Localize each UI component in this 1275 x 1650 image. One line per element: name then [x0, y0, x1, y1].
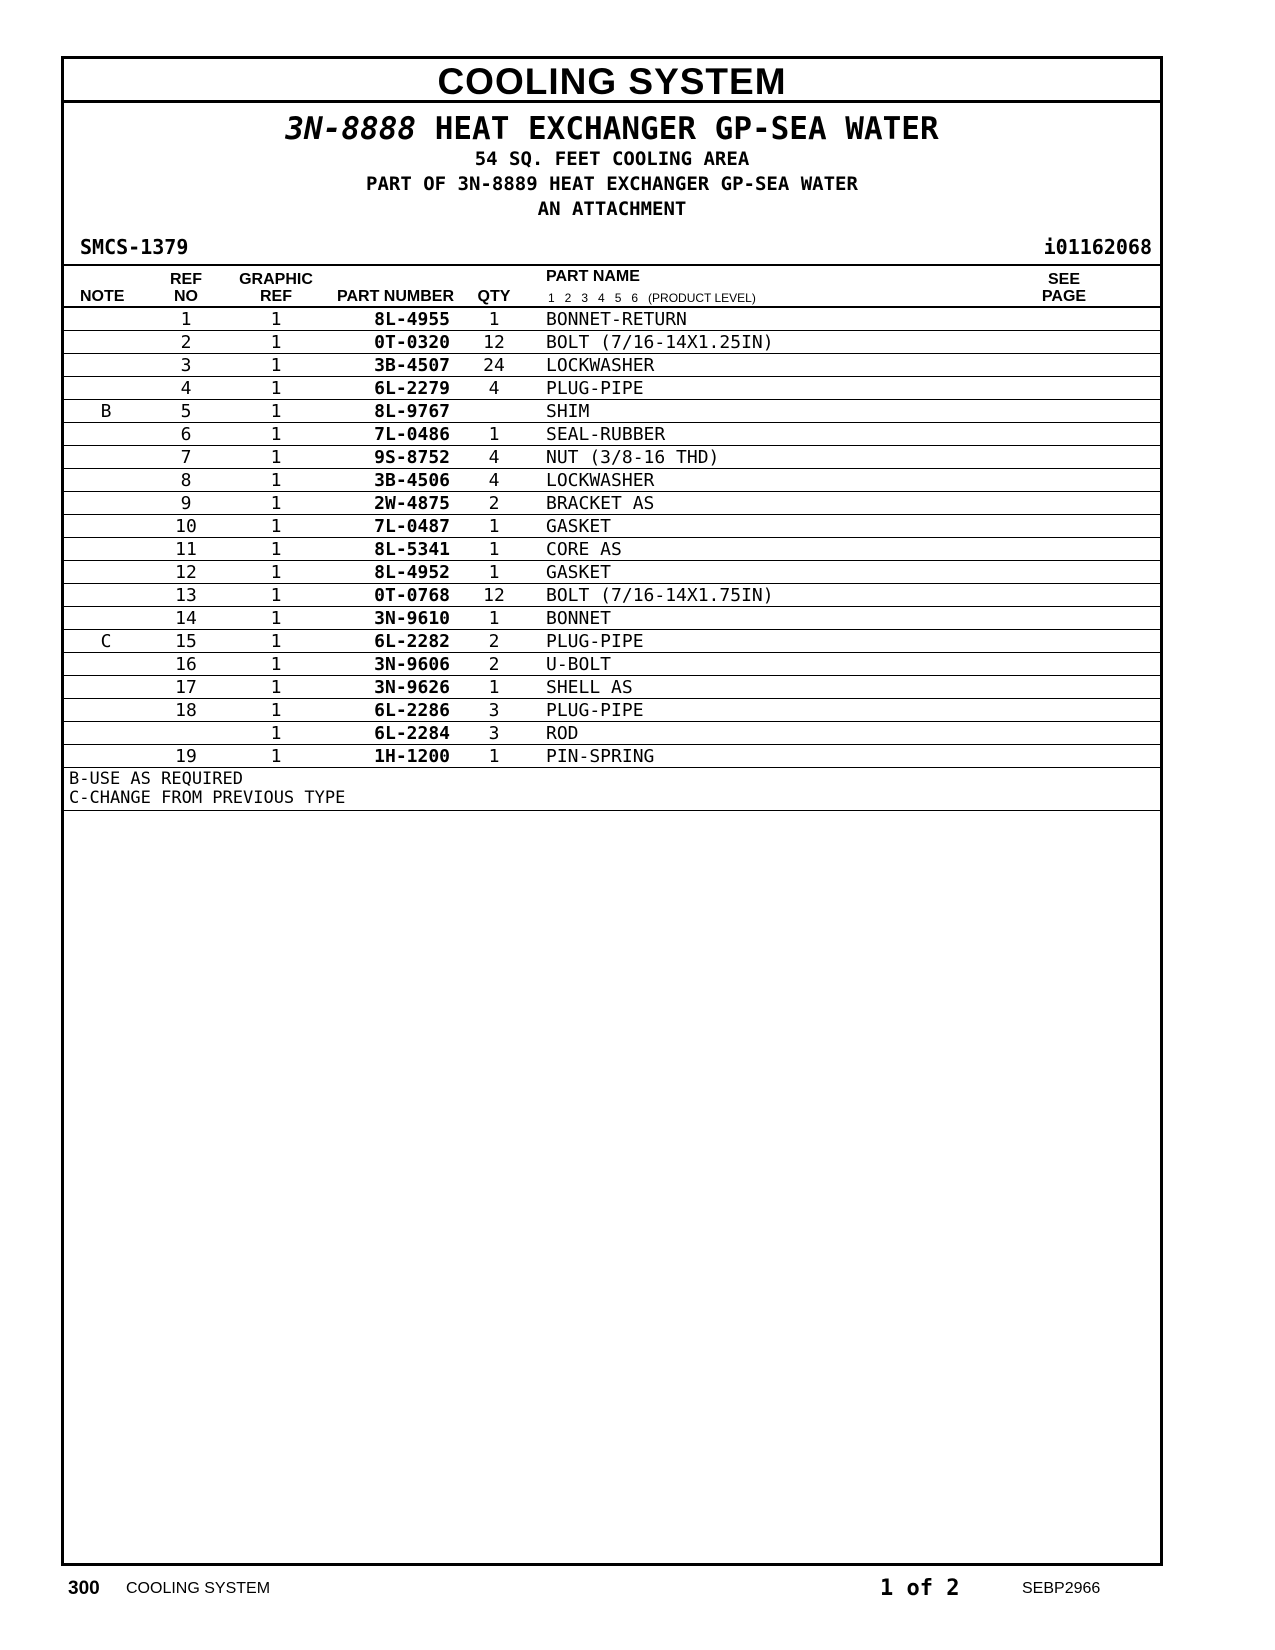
cell-part-name: SEAL-RUBBER: [546, 424, 666, 445]
cell-qty: 2: [488, 631, 500, 652]
group-title: [64, 111, 1160, 147]
col-see-top: SEE: [1047, 271, 1080, 288]
cell-part-name: PLUG-PIPE: [546, 700, 644, 721]
note-line: B-USE AS REQUIRED: [69, 769, 243, 789]
col-part-name: PART NAME: [546, 268, 640, 285]
cell-qty: 2: [488, 493, 500, 514]
cell-part-name: ROD: [546, 723, 579, 744]
cell-part-number: 1H-1200: [374, 746, 450, 767]
cell-note: B: [100, 401, 112, 422]
table-row: [64, 561, 1160, 584]
smcs-row: [64, 232, 1160, 266]
table-row: [64, 377, 1160, 400]
table-row: [64, 630, 1160, 653]
cell-graphic-ref: 1: [270, 424, 282, 445]
cell-graphic-ref: 1: [270, 539, 282, 560]
cell-part-name: BONNET: [546, 608, 612, 629]
cell-qty: 3: [488, 700, 500, 721]
cell-part-name: BONNET-RETURN: [546, 309, 687, 330]
cell-part-number: 3N-9610: [374, 608, 450, 629]
cell-graphic-ref: 1: [270, 378, 282, 399]
cell-part-number: 0T-0320: [374, 332, 450, 353]
cell-part-name: PLUG-PIPE: [546, 631, 644, 652]
table-row: [64, 676, 1160, 699]
cell-ref-no: 8: [180, 470, 192, 491]
cell-graphic-ref: 1: [270, 516, 282, 537]
cell-ref-no: 13: [175, 585, 197, 606]
cell-qty: 1: [488, 562, 500, 583]
group-subtitle-2: PART OF 3N-8889 HEAT EXCHANGER GP-SEA WATER: [366, 173, 858, 195]
cell-part-number: 6L-2286: [374, 700, 450, 721]
cell-part-number: 3B-4507: [374, 355, 450, 376]
cell-ref-no: 6: [180, 424, 192, 445]
cell-graphic-ref: 1: [270, 677, 282, 698]
table-row: [64, 469, 1160, 492]
cell-part-name: PLUG-PIPE: [546, 378, 644, 399]
cell-part-name: GASKET: [546, 516, 612, 537]
column-header: [64, 266, 1160, 308]
col-graphic-bottom: REF: [260, 288, 292, 305]
cell-graphic-ref: 1: [270, 585, 282, 606]
cell-part-name: BOLT (7/16-14X1.25IN): [546, 332, 774, 353]
col-ref-top: REF: [170, 271, 202, 288]
page-frame: [61, 56, 1163, 1566]
parts-table: [64, 308, 1160, 768]
cell-part-number: 3N-9606: [374, 654, 450, 675]
cell-ref-no: 18: [175, 700, 197, 721]
cell-ref-no: 5: [180, 401, 192, 422]
table-row: [64, 515, 1160, 538]
cell-part-number: 8L-5341: [374, 539, 450, 560]
cell-part-number: 8L-4952: [374, 562, 450, 583]
table-row: [64, 699, 1160, 722]
cell-ref-no: 15: [175, 631, 197, 652]
cell-part-name: LOCKWASHER: [546, 355, 655, 376]
cell-ref-no: 19: [175, 746, 197, 767]
cell-graphic-ref: 1: [270, 355, 282, 376]
cell-graphic-ref: 1: [270, 493, 282, 514]
cell-ref-no: 1: [180, 309, 192, 330]
cell-part-name: BOLT (7/16-14X1.75IN): [546, 585, 774, 606]
cell-part-name: CORE AS: [546, 539, 622, 560]
group-subtitle-1: 54 SQ. FEET COOLING AREA: [474, 148, 750, 170]
cell-qty: 1: [488, 539, 500, 560]
cell-part-number: 8L-4955: [374, 309, 450, 330]
cell-ref-no: 9: [180, 493, 192, 514]
smcs-code: SMCS-1379: [80, 235, 189, 259]
cell-graphic-ref: 1: [270, 562, 282, 583]
cell-qty: 4: [488, 447, 500, 468]
cell-graphic-ref: 1: [270, 746, 282, 767]
note-line: C-CHANGE FROM PREVIOUS TYPE: [69, 788, 346, 808]
cell-ref-no: 11: [175, 539, 197, 560]
cell-part-name: BRACKET AS: [546, 493, 655, 514]
cell-ref-no: 7: [180, 447, 192, 468]
cell-qty: 4: [488, 470, 500, 491]
col-see-bottom: PAGE: [1041, 288, 1087, 305]
cell-part-name: NUT (3/8-16 THD): [546, 447, 720, 468]
cell-qty: 2: [488, 654, 500, 675]
col-ref-bottom: NO: [174, 288, 198, 305]
cell-part-number: 3B-4506: [374, 470, 450, 491]
cell-part-number: 0T-0768: [374, 585, 450, 606]
table-row: [64, 446, 1160, 469]
cell-graphic-ref: 1: [270, 654, 282, 675]
cell-ref-no: 12: [175, 562, 197, 583]
cell-part-name: U-BOLT: [546, 654, 612, 675]
col-product-levels: 1 2 3 4 5 6 (PRODUCT LEVEL): [548, 291, 756, 305]
group-number: 3N-8888: [285, 111, 417, 147]
cell-graphic-ref: 1: [270, 723, 282, 744]
cell-graphic-ref: 1: [270, 700, 282, 721]
cell-ref-no: 2: [180, 332, 192, 353]
cell-qty: 1: [488, 746, 500, 767]
cell-qty: 12: [483, 585, 505, 606]
cell-part-number: 2W-4875: [374, 493, 450, 514]
cell-graphic-ref: 1: [270, 470, 282, 491]
table-row: [64, 584, 1160, 607]
col-note: NOTE: [80, 288, 125, 305]
table-row: [64, 354, 1160, 377]
page-footer: [0, 1568, 1275, 1608]
cell-part-number: 3N-9626: [374, 677, 450, 698]
cell-graphic-ref: 1: [270, 309, 282, 330]
col-graphic-top: GRAPHIC: [239, 271, 313, 288]
cell-part-number: 6L-2284: [374, 723, 450, 744]
cell-part-name: SHIM: [546, 401, 590, 422]
table-row: [64, 653, 1160, 676]
cell-qty: 12: [483, 332, 505, 353]
cell-qty: 4: [488, 378, 500, 399]
cell-ref-no: 3: [180, 355, 192, 376]
cell-ref-no: 10: [175, 516, 197, 537]
cell-part-number: 9S-8752: [374, 447, 450, 468]
illustration-id: i01162068: [1043, 235, 1152, 259]
cell-graphic-ref: 1: [270, 332, 282, 353]
cell-ref-no: 17: [175, 677, 197, 698]
table-row: [64, 400, 1160, 423]
cell-graphic-ref: 1: [270, 447, 282, 468]
col-part-number: PART NUMBER: [336, 288, 454, 305]
table-row: [64, 607, 1160, 630]
table-row: [64, 331, 1160, 354]
col-qty: QTY: [477, 288, 511, 305]
table-row: [64, 722, 1160, 745]
cell-ref-no: 4: [180, 378, 192, 399]
table-row: [64, 308, 1160, 331]
cell-qty: 24: [483, 355, 505, 376]
document-id: SEBP2966: [1022, 1580, 1101, 1597]
cell-graphic-ref: 1: [270, 608, 282, 629]
page-number: 300: [68, 1578, 100, 1599]
cell-qty: 1: [488, 309, 500, 330]
cell-qty: 1: [488, 608, 500, 629]
cell-graphic-ref: 1: [270, 631, 282, 652]
section-title: COOLING SYSTEM: [64, 59, 1160, 103]
cell-qty: 1: [488, 677, 500, 698]
cell-qty: 1: [488, 516, 500, 537]
cell-qty: 1: [488, 424, 500, 445]
cell-ref-no: 16: [175, 654, 197, 675]
table-row: [64, 423, 1160, 446]
cell-note: C: [100, 631, 112, 652]
cell-ref-no: 14: [175, 608, 197, 629]
cell-graphic-ref: 1: [270, 401, 282, 422]
cell-part-name: GASKET: [546, 562, 612, 583]
group-subtitle-3: AN ATTACHMENT: [537, 198, 687, 220]
cell-part-name: PIN-SPRING: [546, 746, 655, 767]
cell-part-number: 7L-0486: [374, 424, 450, 445]
footer-section: COOLING SYSTEM: [126, 1580, 271, 1597]
cell-part-number: 8L-9767: [374, 401, 450, 422]
group-header: [64, 111, 1160, 222]
cell-part-name: LOCKWASHER: [546, 470, 655, 491]
table-row: [64, 538, 1160, 561]
sheet-indicator: 1 of 2: [880, 1576, 960, 1601]
cell-part-name: SHELL AS: [546, 677, 633, 698]
cell-part-number: 7L-0487: [374, 516, 450, 537]
table-row: [64, 745, 1160, 768]
table-row: [64, 492, 1160, 515]
group-name: HEAT EXCHANGER GP-SEA WATER: [434, 111, 939, 147]
notes-block: [64, 768, 1160, 811]
cell-part-number: 6L-2279: [374, 378, 450, 399]
cell-part-number: 6L-2282: [374, 631, 450, 652]
cell-qty: 3: [488, 723, 500, 744]
